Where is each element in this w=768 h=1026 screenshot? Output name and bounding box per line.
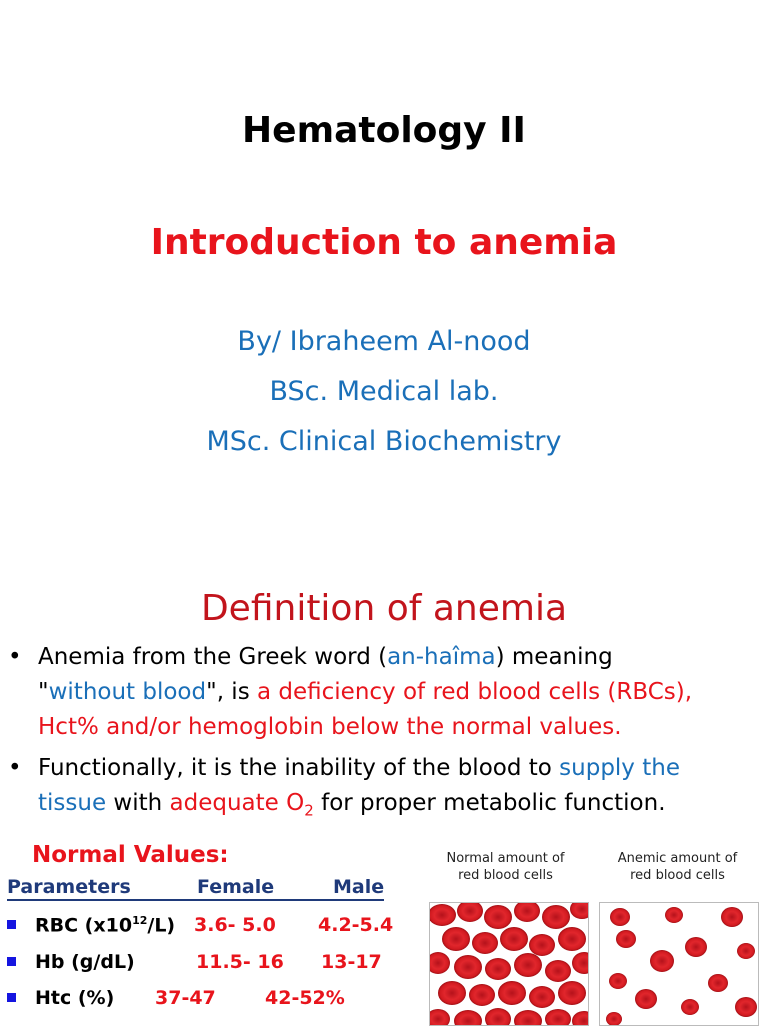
course-title: Hematology II <box>242 110 526 151</box>
bullet-text: ", is <box>206 679 257 705</box>
female-value: 11.5- 16 <box>196 951 284 973</box>
header-female: Female <box>127 876 274 901</box>
female-value: 37-47 <box>155 987 216 1009</box>
adequate-o2-text: adequate O <box>169 790 305 816</box>
bullet-text: Anemia from the Greek word ( <box>38 644 388 670</box>
female-value: 3.6- 5.0 <box>194 914 276 936</box>
tissue-text: tissue <box>38 790 107 816</box>
degree-msc: MSc. Clinical Biochemistry <box>206 426 562 457</box>
male-value: 4.2-5.4 <box>318 914 394 936</box>
bullet-text: " <box>38 679 49 705</box>
deficiency-text-cont: Hct% and/or hemoglobin below the normal values. <box>38 714 622 740</box>
definition-bullets <box>0 640 768 835</box>
male-value: 13-17 <box>321 951 382 973</box>
anemic-blood-image <box>599 902 759 1026</box>
meaning-text: without blood <box>48 679 207 705</box>
square-bullet-icon <box>7 957 16 966</box>
square-bullet-icon <box>7 920 16 929</box>
deficiency-text: a deficiency of red blood cells (RBCs), <box>257 679 693 705</box>
supply-text: supply the <box>559 755 680 781</box>
bullet-dot: • <box>8 755 22 781</box>
normal-values-title: Normal Values: <box>32 842 229 868</box>
bullet-text: Functionally, it is the inability of the blood to <box>38 755 560 781</box>
normal-rbc-illustration <box>430 903 588 1025</box>
bullet-greek-origin <box>0 640 768 745</box>
anemic-rbc-illustration <box>600 903 758 1025</box>
o2-subscript: 2 <box>304 801 314 820</box>
bullet-text: for proper metabolic function. <box>313 790 666 816</box>
row-label: Htc (%) <box>35 987 115 1009</box>
normal-caption: Normal amount of red blood cells <box>446 851 565 883</box>
row-label: RBC $(x10^{12}/L)$ <box>35 914 176 937</box>
row-label: Hb (g/dL) <box>35 951 135 973</box>
header-male: Male <box>263 876 384 901</box>
definition-title: Definition of anemia <box>200 588 568 629</box>
degree-bsc: BSc. Medical lab. <box>269 376 499 407</box>
square-bullet-icon <box>7 993 16 1002</box>
bullet-text: ) meaning <box>495 644 613 670</box>
greek-word: an-haîma <box>387 644 496 670</box>
male-value: 42-52% <box>265 987 345 1009</box>
bullet-dot: • <box>8 644 22 670</box>
lecture-title: Introduction to anemia <box>150 222 618 263</box>
anemic-caption: Anemic amount of red blood cells <box>617 851 738 883</box>
bullet-functional <box>0 751 768 829</box>
bullet-text: with <box>106 790 170 816</box>
header-parameters: Parameters <box>7 876 131 901</box>
author-line: By/ Ibraheem Al-nood <box>237 326 531 357</box>
normal-blood-image <box>429 902 589 1026</box>
